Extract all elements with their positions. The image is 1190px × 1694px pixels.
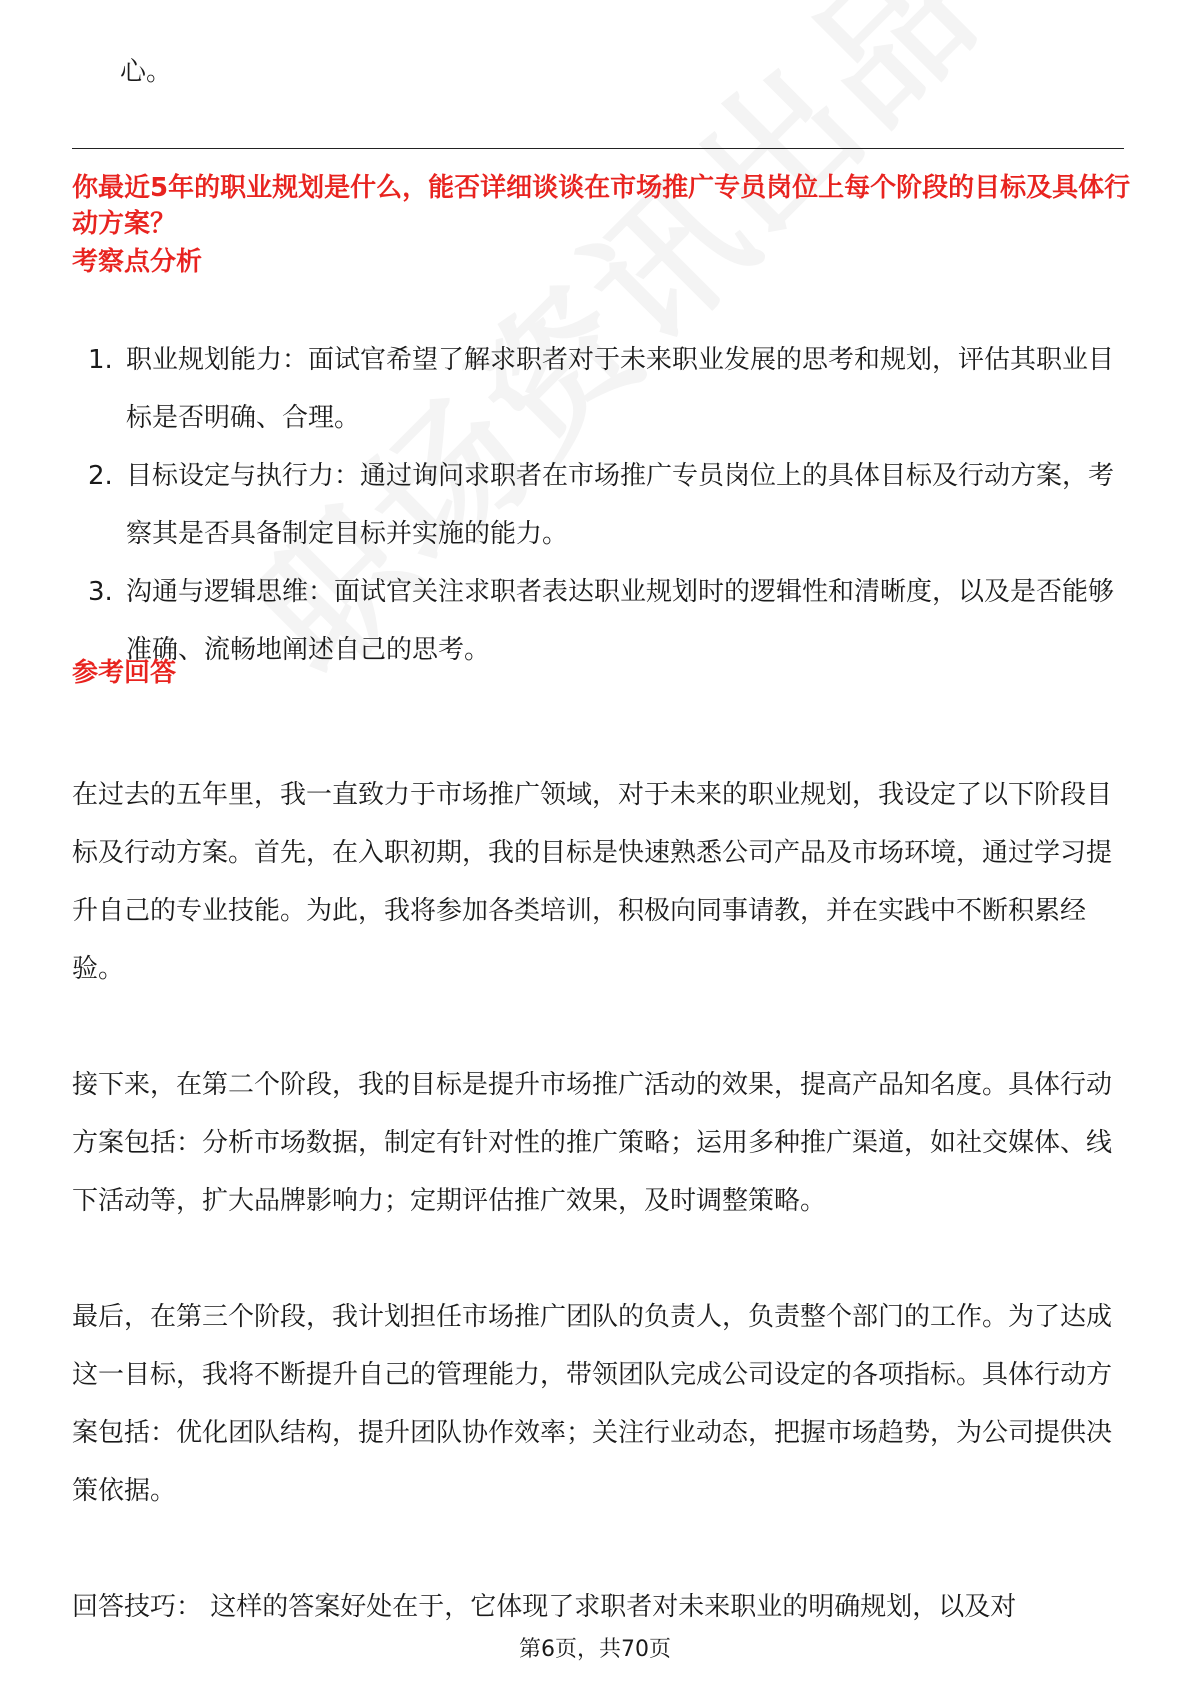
section-heading-analysis: 考察点分析	[72, 247, 203, 277]
analysis-points-list	[72, 331, 1132, 679]
analysis-point	[72, 447, 1132, 563]
continuation-text: 心。	[120, 57, 173, 87]
analysis-point	[72, 331, 1132, 447]
point-text: 职业规划能力：面试官希望了解求职者对于未来职业发展的思考和规划，评估其职业目标是否明确、合理。	[126, 345, 1115, 433]
section-heading-answer: 参考回答	[72, 658, 177, 688]
answer-paragraph: 接下来，在第二个阶段，我的目标是提升市场推广活动的效果，提高产品知名度。具体行动方案包括：分析市场数据，制定有针对性的推广策略；运用多种推广渠道，如社交媒体、线下活动等，扩大品牌影响力；定期评估推广效果，及时调整策略。	[72, 1070, 1113, 1216]
analysis-point	[72, 563, 1132, 679]
page-number-footer: 第6页，共70页	[519, 1637, 671, 1662]
point-text: 沟通与逻辑思维：面试官关注求职者表达职业规划时的逻辑性和清晰度，以及是否能够准确、流畅地阐述自己的思考。	[126, 577, 1115, 665]
answer-body	[72, 766, 1134, 1694]
point-number: 1.	[88, 345, 113, 375]
answer-paragraph: 在过去的五年里，我一直致力于市场推广领域，对于未来的职业规划，我设定了以下阶段目标及行动方案。首先，在入职初期，我的目标是快速熟悉公司产品及市场环境，通过学习提升自己的专业技能。为此，我将参加各类培训，积极向同事请教，并在实践中不断积累经验。	[72, 780, 1113, 984]
question-heading: 你最近5年的职业规划是什么，能否详细谈谈在市场推广专员岗位上每个阶段的目标及具体行动方案？	[72, 173, 1131, 239]
answer-paragraph: 最后，在第三个阶段，我计划担任市场推广团队的负责人，负责整个部门的工作。为了达成这一目标，我将不断提升自己的管理能力，带领团队完成公司设定的各项指标。具体行动方案包括：优化团队结构，提升团队协作效率；关注行业动态，把握市场趋势，为公司提供决策依据。	[72, 1302, 1113, 1506]
answer-tips-paragraph: 回答技巧： 这样的答案好处在于，它体现了求职者对未来职业的明确规划，以及对	[72, 1592, 1017, 1622]
point-number: 2.	[88, 461, 113, 491]
point-text: 目标设定与执行力：通过询问求职者在市场推广专员岗位上的具体目标及行动方案，考察其是否具备制定目标并实施的能力。	[126, 461, 1115, 549]
point-number: 3.	[88, 577, 113, 607]
divider	[72, 148, 1124, 149]
